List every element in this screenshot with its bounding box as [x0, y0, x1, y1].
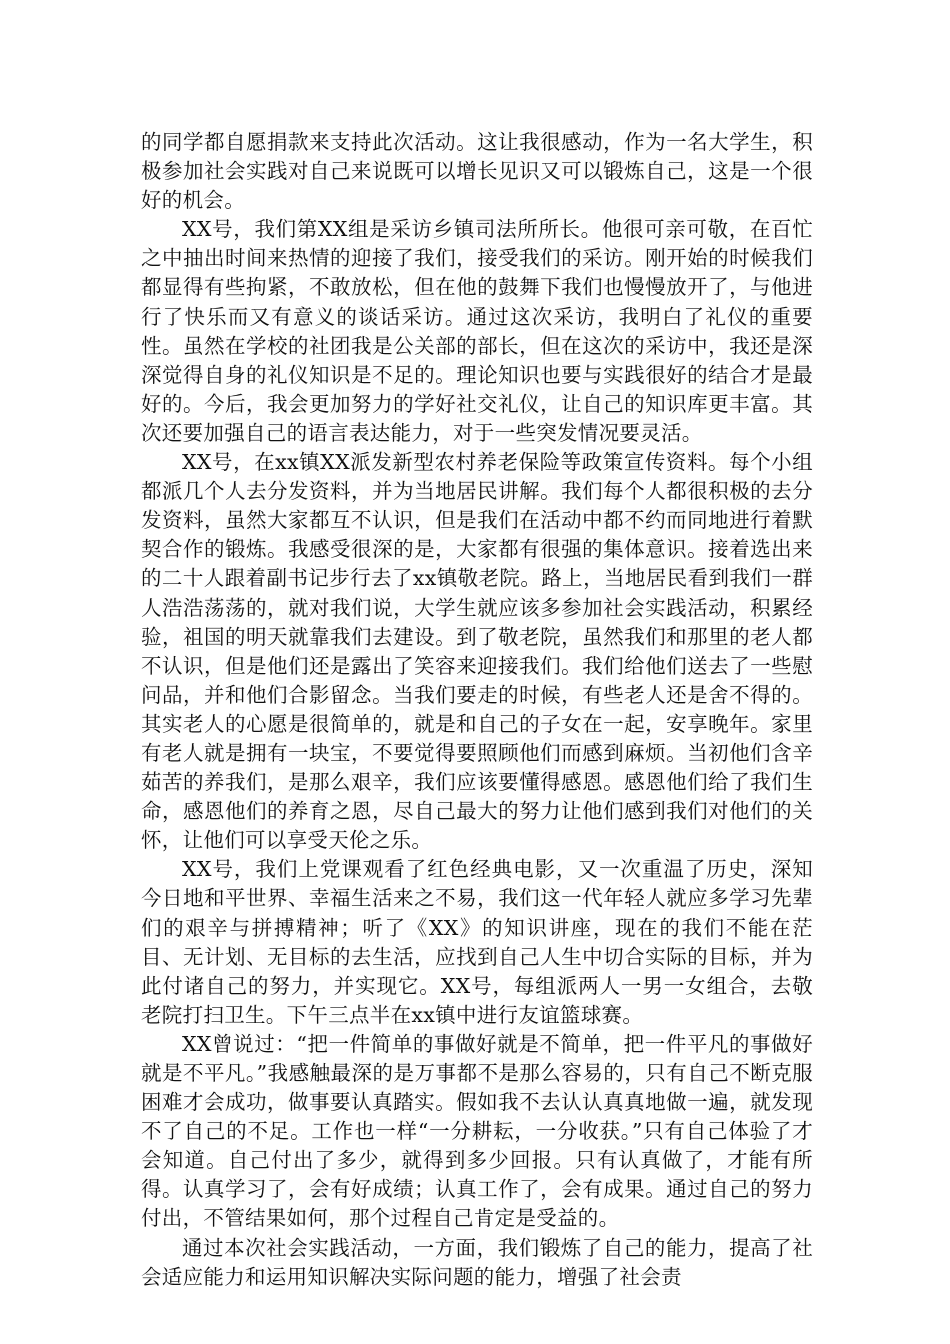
paragraph-2: XX号，我们第XX组是采访乡镇司法所所长。他很可亲可敬，在百忙之中抽出时间来热情的迎接了我们，接受我们的采访。刚开始的时候我们都显得有些拘紧，不敢放松，但在他的鼓舞下我们也慢慢放开了，与他进行了快乐而又有意义的谈话采访。通过这次采访，我明白了礼仪的重要性。虽然在学校的社团我是公关部的部长，但在这次的采访中，我还是深深觉得自身的礼仪知识是不足的。理论知识也要与实践很好的结合才是最好的。今后，我会更加努力的学好社交礼仪，让自己的知识库更丰富。其次还要加强自己的语言表达能力，对于一些突发情况要灵活。	[141, 217, 813, 445]
paragraph-1: 的同学都自愿捐款来支持此次活动。这让我很感动，作为一名大学生，积极参加社会实践对自己来说既可以增长见识又可以锻炼自己，这是一个很好的机会。	[141, 130, 813, 213]
paragraph-6: 通过本次社会实践活动，一方面，我们锻炼了自己的能力，提高了社会适应能力和运用知识解决实际问题的能力，增强了社会责	[141, 1235, 813, 1289]
paragraph-3: XX号，在xx镇XX派发新型农村养老保险等政策宣传资料。每个小组都派几个人去分发资料，并为当地居民讲解。我们每个人都很积极的去分发资料，虽然大家都互不认识，但是我们在活动中都不约而同地进行着默契合作的锻炼。我感受很深的是，大家都有很强的集体意识。接着选出来的二十人跟着副书记步行去了xx镇敬老院。路上，当地居民看到我们一群人浩浩荡荡的，就对我们说，大学生就应该多参加社会实践活动，积累经验，祖国的明天就靠我们去建设。到了敬老院，虽然我们和那里的老人都不认识，但是他们还是露出了笑容来迎接我们。我们给他们送去了一些慰问品，并和他们合影留念。当我们要走的时候，有些老人还是舍不得的。其实老人的心愿是很简单的，就是和自己的子女在一起，安享晚年。家里有老人就是拥有一块宝，不要觉得要照顾他们而感到麻烦。当初他们含辛茹苦的养我们，是那么艰辛，我们应该要懂得感恩。感恩他们给了我们生命，感恩他们的养育之恩，尽自己最大的努力让他们感到我们对他们的关怀，让他们可以享受天伦之乐。	[141, 450, 813, 853]
paragraph-5: XX曾说过：“把一件简单的事做好就是不简单，把一件平凡的事做好就是不平凡。”我感触最深的是万事都不是那么容易的，只有自己不断克服困难才会成功，做事要认真踏实。假如我不去认认真真地做一遍，就发现不了自己的不足。工作也一样“一分耕耘，一分收获。”只有自己体验了才会知道。自己付出了多少，就得到多少回报。只有认真做了，才能有所得。认真学习了，会有好成绩；认真工作了，会有成果。通过自己的努力付出，不管结果如何，那个过程自己肯定是受益的。	[141, 1031, 813, 1231]
document-body	[141, 128, 813, 1292]
paragraph-4: XX号，我们上党课观看了红色经典电影，又一次重温了历史，深知今日地和平世界、幸福生活来之不易，我们这一代年轻人就应多学习先辈们的艰辛与拼搏精神；听了《XX》的知识讲座，现在的我们不能在茫目、无计划、无目标的去生活，应找到自己人生中切合实际的目标，并为此付诸自己的努力，并实现它。XX号，每组派两人一男一女组合，去敬老院打扫卫生。下午三点半在xx镇中进行友谊篮球赛。	[141, 857, 813, 1027]
